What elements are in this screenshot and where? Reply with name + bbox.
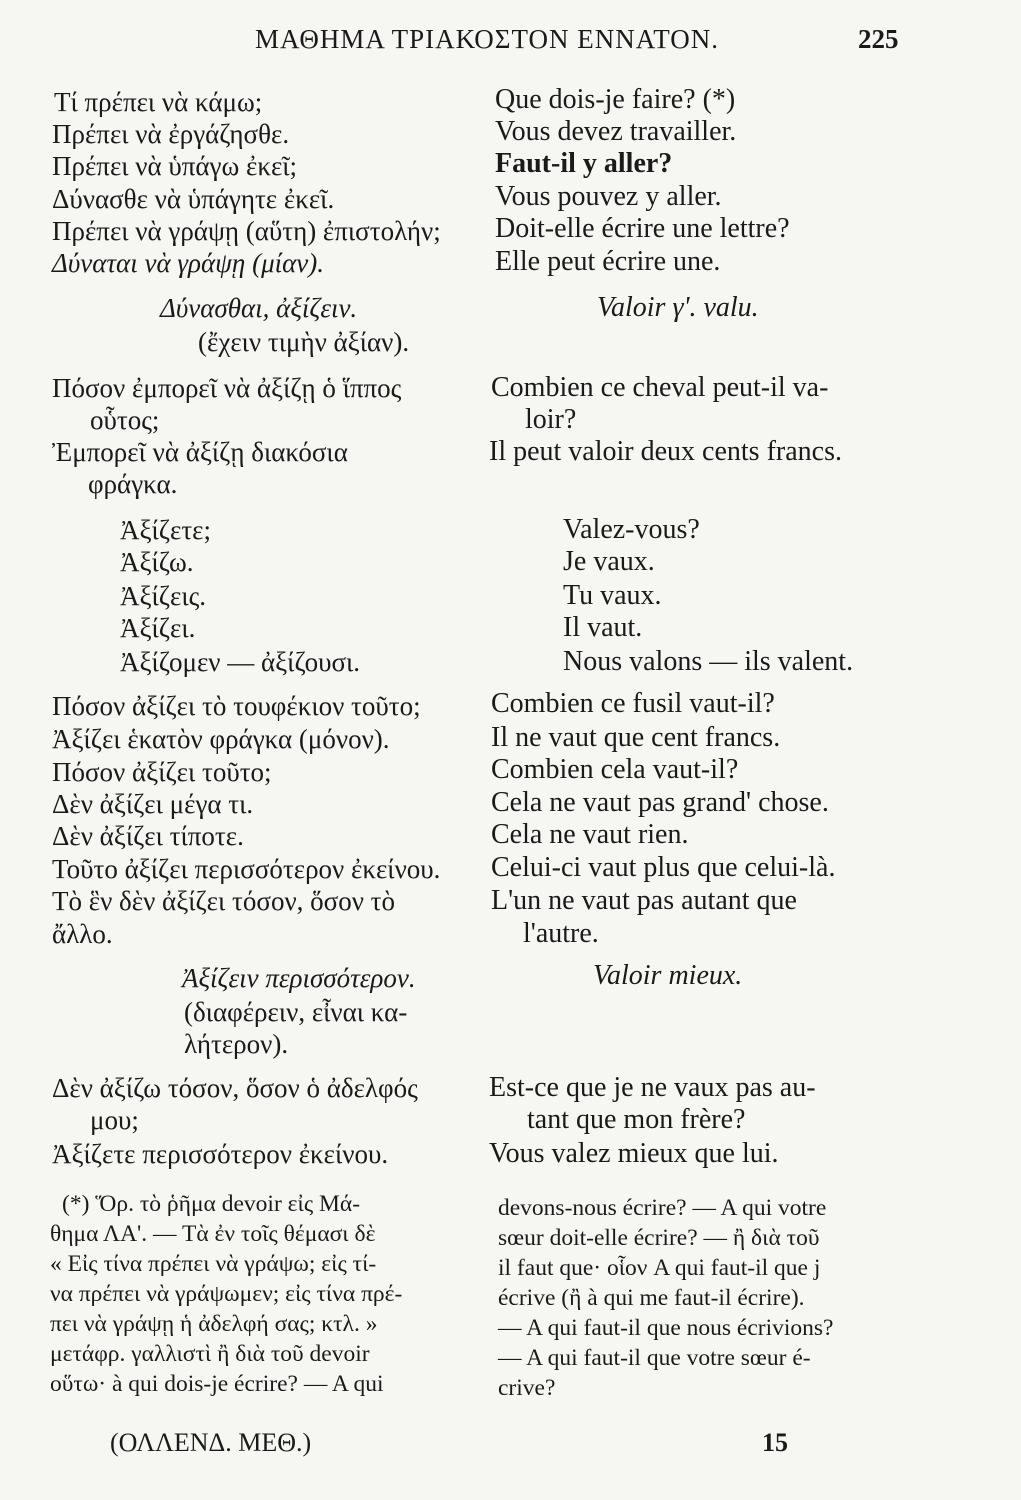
- footnote-line: écrive (ἢ à qui me faut-il écrire).: [498, 1285, 805, 1311]
- french-line: Combien ce fusil vaut-il?: [491, 688, 775, 719]
- greek-line: οὗτος;: [90, 405, 160, 435]
- greek-line: Ἐμπορεῖ νὰ ἀξίζῃ διακόσια: [52, 437, 348, 467]
- greek-line: Ἀξίζεις.: [120, 581, 207, 611]
- greek-line: Δύνασθε νὰ ὑπάγητε ἐκεῖ.: [52, 184, 335, 214]
- french-line: Nous valons — ils valent.: [563, 646, 854, 677]
- greek-line: Πόσον ἀξίζει τὸ τουφέκιον τοῦτο;: [52, 691, 421, 721]
- french-line: Doit-elle écrire une lettre?: [495, 213, 790, 244]
- footnote-line: — A qui faut-il que votre sœur é-: [498, 1345, 811, 1371]
- footnote-line: crive?: [498, 1375, 556, 1401]
- french-line: Faut-il y aller?: [495, 148, 673, 179]
- french-line: Cela ne vaut pas grand' chose.: [491, 787, 829, 818]
- footnote-line: θημα ΛΑ'. — Τὰ ἐν τοῖς θέμασι δὲ: [50, 1221, 376, 1247]
- greek-line: Πρέπει νὰ γράψῃ (αὕτη) ἐπιστολήν;: [52, 216, 441, 246]
- signature-mark: (ΟΛΛΕΝΔ. ΜΕΘ.): [110, 1428, 312, 1457]
- french-line: Celui-ci vaut plus que celui-là.: [491, 852, 836, 883]
- greek-subheading: Δύνασθαι, ἀξίζειν.: [160, 293, 358, 323]
- french-line: Valez-vous?: [563, 514, 700, 545]
- footnote-line: sœur doit-elle écrire? — ἢ διὰ τοῦ: [498, 1225, 820, 1251]
- french-line: L'un ne vaut pas autant que: [491, 885, 797, 916]
- greek-line: Δὲν ἀξίζω τόσον, ὅσον ὁ ἀδελφός: [52, 1073, 418, 1103]
- greek-line: μου;: [90, 1105, 139, 1135]
- greek-line: Πρέπει νὰ ὑπάγω ἐκεῖ;: [52, 151, 298, 181]
- footnote-line: πει νὰ γράψῃ ἡ ἀδελφή σας; κτλ. »: [50, 1311, 378, 1337]
- greek-line: Δύναται νὰ γράψῃ (μίαν).: [52, 248, 325, 278]
- greek-line: λήτερον).: [184, 1029, 289, 1059]
- greek-line: Πρέπει νὰ ἐργάζησθε.: [52, 119, 290, 149]
- french-line: Tu vaux.: [563, 580, 662, 611]
- french-line: Il vaut.: [563, 612, 643, 643]
- french-line: Il ne vaut que cent francs.: [491, 722, 781, 753]
- french-line: Vous pouvez y aller.: [495, 181, 722, 212]
- french-line: Vous valez mieux que lui.: [489, 1138, 779, 1169]
- footnote-line: (*) Ὅρ. τὸ ῥῆμα devoir εἰς Μά-: [62, 1191, 361, 1217]
- greek-line: Τοῦτο ἀξίζει περισσότερον ἐκείνου.: [52, 854, 441, 884]
- greek-line: (διαφέρειν, εἶναι κα-: [184, 997, 408, 1027]
- french-line: Combien ce cheval peut-il va-: [491, 372, 829, 403]
- footnote-line: να πρέπει νὰ γράψωμεν; εἰς τίνα πρέ-: [50, 1281, 403, 1307]
- french-line: l'autre.: [523, 918, 599, 949]
- french-line: Elle peut écrire une.: [495, 246, 721, 277]
- footnote-line: devons-nous écrire? — A qui votre: [498, 1195, 827, 1221]
- page-number: 225: [858, 24, 899, 54]
- greek-line: ἄλλο.: [52, 919, 113, 949]
- greek-line: Πόσον ἐμπορεῖ νὰ ἀξίζῃ ὁ ἵππος: [52, 373, 402, 403]
- footnote-line: οὕτω· à qui dois-je écrire? — A qui: [50, 1371, 384, 1397]
- greek-line: Ἀξίζει ἑκατὸν φράγκα (μόνον).: [52, 724, 390, 754]
- footnote-line: il faut que· οἷον A qui faut-il que j: [498, 1255, 821, 1281]
- greek-line: Τὸ ἓν δὲν ἀξίζει τόσον, ὅσον τὸ: [52, 886, 396, 916]
- greek-line: Ἀξίζομεν — ἀξίζουσι.: [120, 647, 361, 677]
- french-line: Est-ce que je ne vaux pas au-: [489, 1072, 816, 1103]
- greek-line: φράγκα.: [88, 469, 178, 499]
- french-line: Je vaux.: [563, 546, 655, 577]
- greek-line: Δὲν ἀξίζει τίποτε.: [52, 821, 244, 851]
- french-line: Cela ne vaut rien.: [491, 819, 689, 850]
- french-line: tant que mon frère?: [527, 1104, 746, 1135]
- french-line: Vous devez travailler.: [495, 116, 737, 147]
- greek-line: Ἀξίζει.: [120, 613, 196, 643]
- footnote-line: — A qui faut-il que nous écrivions?: [498, 1315, 834, 1341]
- french-line: Il peut valoir deux cents francs.: [489, 436, 842, 467]
- greek-line: Πόσον ἀξίζει τοῦτο;: [52, 757, 272, 787]
- page-header: [0, 24, 1021, 64]
- greek-line: (ἔχειν τιμὴν ἀξίαν).: [198, 327, 410, 357]
- french-subheading: Valoir γ'. valu.: [597, 292, 759, 323]
- greek-line: Ἀξίζω.: [120, 547, 194, 577]
- greek-line: Δὲν ἀξίζει μέγα τι.: [52, 789, 254, 819]
- french-line: loir?: [525, 404, 577, 435]
- greek-line: Ἀξίζετε;: [120, 515, 212, 545]
- running-head: ΜΑΘΗΜΑ ΤΡΙΑΚΟΣΤΟΝ ΕΝΝΑΤΟΝ.: [255, 24, 720, 54]
- footnote-line: « Εἰς τίνα πρέπει νὰ γράψω; εἰς τί-: [50, 1251, 377, 1277]
- greek-line: Ἀξίζετε περισσότερον ἐκείνου.: [52, 1139, 389, 1169]
- greek-line: Τί πρέπει νὰ κάμω;: [54, 87, 263, 117]
- signature-number: 15: [762, 1428, 788, 1457]
- french-line: Que dois-je faire? (*): [495, 84, 736, 115]
- footnote-line: μετάφρ. γαλλιστὶ ἢ διὰ τοῦ devoir: [50, 1341, 370, 1367]
- greek-subheading: Ἀξίζειν περισσότερον.: [182, 963, 416, 993]
- french-subheading: Valoir mieux.: [593, 960, 743, 991]
- french-line: Combien cela vaut-il?: [491, 754, 739, 785]
